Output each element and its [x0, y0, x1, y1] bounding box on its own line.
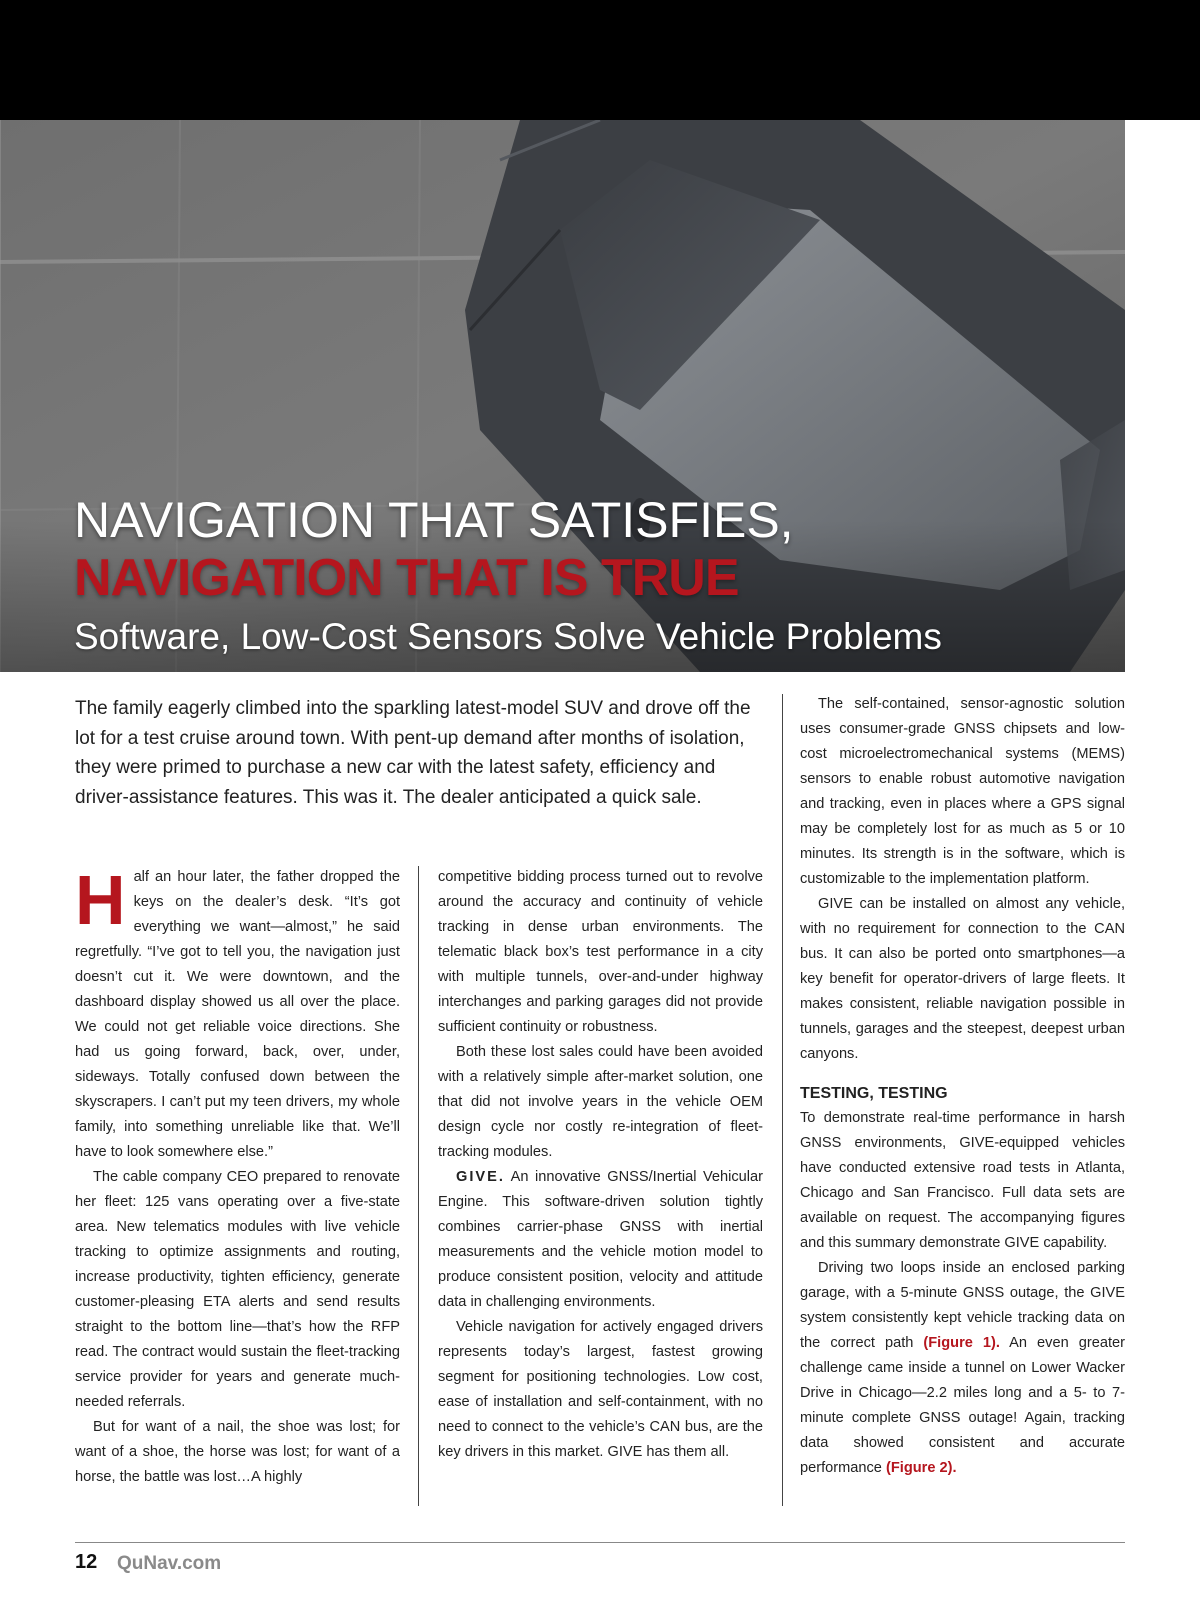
column-1 — [75, 861, 400, 1490]
col2-paragraph-4: Vehicle navigation for actively engaged drivers represents today’s largest, fastest growing segment for positioning technologies. Low cost, ease of installation and self-containment, with no need to connect to the vehicle’s CAN bus, are the key drivers in this market. GIVE has them all. — [438, 1319, 763, 1460]
col2-paragraph-2: Both these lost sales could have been avoided with a relatively simple after-market solution, one that did not involve years in the vehicle OEM design cycle nor costly re-integration of fleet-tracking modules. — [438, 1044, 763, 1160]
figure-1-reference: (Figure 1). — [923, 1335, 1000, 1351]
lede-paragraph: The family eagerly climbed into the sparkling latest-model SUV and drove off the lot for a test cruise around town. With pent-up demand after months of isolation, they were primed to purchase a new car with the latest safety, efficiency and driver-assistance features. This was it. The dealer anticipated a quick sale. — [75, 698, 751, 808]
col1-paragraph-1-text: alf an hour later, the father dropped the keys on the dealer’s desk. “It’s got everything we want—almost,” he said regretfully. “I’ve got to tell you, the navigation just doesn’t cut it. We were downtown, and the dashboard display showed us all over the place. We could not get reliable voice directions. She had us going forward, back, over, under, sideways. Totally confused down between the skyscrapers. I can’t put my teen drivers, my whole family, into something unreliable like that. We’ll have to look somewhere else.” — [75, 869, 400, 1160]
col2-paragraph-1: competitive bidding process turned out to revolve around the accuracy and continuity of vehicle tracking in dense urban environments. The telematic black box’s test performance in a city with multiple tunnels, over-and-under highway interchanges and parking garages did not provide sufficient continuity or robustness. — [438, 869, 763, 1035]
col1-paragraph-1 — [75, 861, 400, 1165]
site-name: QuNav.com — [117, 1553, 222, 1574]
page-number: 12 — [75, 1551, 98, 1573]
top-black-bar — [0, 0, 1200, 120]
col3-paragraph-3: To demonstrate real-time performance in harsh GNSS environments, GIVE-equipped vehicles have conducted extensive road tests in Atlanta, Chicago and San Francisco. Full data sets are available on request. The accompanying figures and this summary demonstrate GIVE capability. — [800, 1110, 1125, 1251]
col3-paragraph-4-text-a: Driving two loops inside an enclosed parking garage, with a 5-minute GNSS outage, the GIVE system consistently kept vehicle tracking data on the correct path — [800, 1260, 1125, 1351]
column-divider-1 — [418, 866, 419, 1506]
footer-rule — [75, 1542, 1125, 1543]
col3-paragraph-4 — [800, 1256, 1125, 1481]
col3-paragraph-4-text-b: An even greater challenge came inside a tunnel on Lower Wacker Drive in Chicago—2.2 miles long and a 5- to 7-minute complete GNSS outage! Again, tracking data showed consistent and accurate performance — [800, 1335, 1125, 1476]
figure-2-reference: (Figure 2). — [885, 1460, 957, 1476]
col1-paragraph-2: The cable company CEO prepared to renovate her fleet: 125 vans operating over a five-state area. New telematics modules with live vehicle tracking to optimize assignments and routing, increase productivity, tighten efficiency, generate customer-pleasing ETA alerts and send results straight to the bottom line—that’s how the RFP read. The contract would sustain the fleet-tracking service provider for years and generate much-needed referrals. — [75, 1169, 400, 1410]
hero-image — [0, 120, 1125, 672]
give-lead-word: GIVE. — [456, 1169, 505, 1185]
column-divider-2 — [782, 694, 783, 1506]
headline-line-2: NAVIGATION THAT IS TRUE — [74, 549, 739, 607]
section-heading: TESTING, TESTING — [800, 1085, 948, 1102]
headline-line-1: NAVIGATION THAT SATISFIES, — [74, 492, 794, 548]
col2-paragraph-3 — [438, 1165, 763, 1315]
column-3 — [800, 692, 1125, 1481]
subtitle: Software, Low-Cost Sensors Solve Vehicle Problems — [74, 616, 942, 657]
drop-cap: H — [75, 861, 126, 939]
col2-paragraph-3-text: An innovative GNSS/Inertial Vehicular Engine. This software-driven solution tightly combines carrier-phase GNSS with inertial measurements and the vehicle motion model to produce consistent position, velocity and attitude data in challenging environments. — [438, 1169, 763, 1310]
column-2 — [438, 865, 763, 1465]
col1-paragraph-3: But for want of a nail, the shoe was lost; for want of a shoe, the horse was lost; for want of a horse, the battle was lost…A highly — [75, 1419, 400, 1485]
col3-paragraph-1: The self-contained, sensor-agnostic solution uses consumer-grade GNSS chipsets and low-cost microelectromechanical systems (MEMS) sensors to enable robust automotive navigation and tracking, even in places where a GPS signal may be completely lost for as much as 5 or 10 minutes. Its strength is in the software, which is customizable to the implementation platform. — [800, 696, 1125, 887]
col3-paragraph-2: GIVE can be installed on almost any vehicle, with no requirement for connection to the CAN bus. It can also be ported onto smartphones—a key benefit for operator-drivers of large fleets. It makes consistent, reliable navigation possible in tunnels, garages and the steepest, deepest urban canyons. — [800, 896, 1125, 1062]
